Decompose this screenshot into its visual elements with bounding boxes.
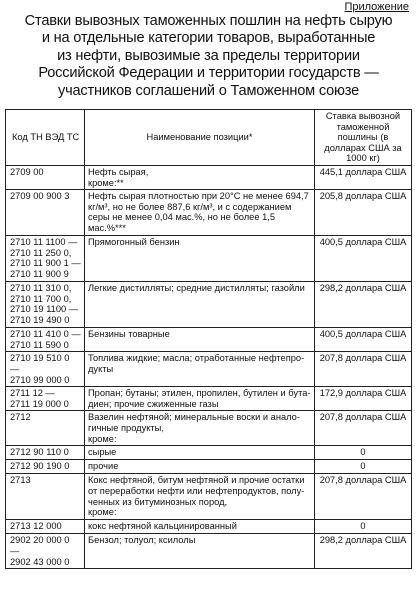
table-row bbox=[6, 520, 412, 534]
table-row bbox=[6, 411, 412, 446]
row-rate-cell: 0 bbox=[315, 446, 412, 460]
table-row bbox=[6, 460, 412, 474]
row-code-cell: 2902 20 000 0 — 2902 43 000 0 bbox=[6, 534, 85, 569]
row-rate-cell: 298,2 доллара США bbox=[315, 534, 412, 569]
title-line: и на отдельные категории товаров, выработанные bbox=[41, 30, 376, 47]
table-row bbox=[6, 534, 412, 569]
row-name-cell: Нефть сырая, кроме:** bbox=[85, 165, 315, 189]
table-row bbox=[6, 236, 412, 282]
row-rate-cell: 0 bbox=[315, 460, 412, 474]
row-name-cell: Бензины товарные bbox=[85, 328, 315, 352]
row-code-cell: 2712 bbox=[6, 411, 85, 446]
row-rate-cell: 0 bbox=[315, 520, 412, 534]
header-rate: Ставка вывозной таможенной пошлины (в долларах США за 1000 кг) bbox=[315, 110, 412, 166]
row-name-cell: Нефть сырая плотностью при 20°С не менее 694,7 кг/м³, но не более 887,6 кг/м³, и с содержанием серы не менее 0,04 мас.%, но не более 1,5 мас.%*** bbox=[85, 190, 315, 236]
row-rate-cell: 172,9 доллара США bbox=[315, 387, 412, 411]
row-name-cell: прочие bbox=[85, 460, 315, 474]
table-row bbox=[6, 165, 412, 189]
row-rate-cell: 207,8 доллара США bbox=[315, 352, 412, 387]
row-code-cell: 2712 90 190 0 bbox=[6, 460, 85, 474]
table-row bbox=[6, 352, 412, 387]
row-name-cell: Топлива жидкие; масла; отработанные нефтепро- дукты bbox=[85, 352, 315, 387]
row-code-cell: 2713 bbox=[6, 474, 85, 520]
duty-rates-table bbox=[5, 109, 412, 569]
row-name-cell: сырые bbox=[85, 446, 315, 460]
row-code-cell: 2710 11 410 0 — 2710 11 590 0 bbox=[6, 328, 85, 352]
row-code-cell: 2709 00 bbox=[6, 165, 85, 189]
table-row bbox=[6, 474, 412, 520]
row-rate-cell: 298,2 доллара США bbox=[315, 282, 412, 328]
row-name-cell: кокс нефтяной кальцинированный bbox=[85, 520, 315, 534]
row-name-cell: Бензол; толуол; ксилолы bbox=[85, 534, 315, 569]
row-code-cell: 2713 12 000 bbox=[6, 520, 85, 534]
row-code-cell: 2710 19 510 0 — 2710 99 000 0 bbox=[6, 352, 85, 387]
table-header-row bbox=[6, 110, 412, 166]
table-row bbox=[6, 446, 412, 460]
appendix-label: Приложение bbox=[344, 1, 409, 13]
row-name-cell: Кокс нефтяной, битум нефтяной и прочие остатки от переработки нефти или нефтепродуктов, полу- ченных из битуминозных пород, кроме: bbox=[85, 474, 315, 520]
row-name-cell: Вазелин нефтяной; минеральные воски и анало- гичные продукты, кроме: bbox=[85, 411, 315, 446]
header-code: Код ТН ВЭД ТС bbox=[6, 110, 85, 166]
row-rate-cell: 400,5 доллара США bbox=[315, 236, 412, 282]
row-rate-cell: 400,5 доллара США bbox=[315, 328, 412, 352]
row-rate-cell: 207,8 доллара США bbox=[315, 474, 412, 520]
document-title bbox=[0, 13, 417, 100]
table-row bbox=[6, 190, 412, 236]
row-name-cell: Легкие дистилляты; средние дистилляты; газойли bbox=[85, 282, 315, 328]
header-name: Наименование позиции* bbox=[85, 110, 315, 166]
row-name-cell: Прямогонный бензин bbox=[85, 236, 315, 282]
title-line: Ставки вывозных таможенных пошлин на нефть сырую bbox=[24, 13, 393, 29]
row-code-cell: 2709 00 900 3 bbox=[6, 190, 85, 236]
title-line: Российской Федерации и территории государств — bbox=[38, 65, 379, 82]
row-rate-cell: 445,1 доллара США bbox=[315, 165, 412, 189]
row-code-cell: 2710 11 310 0, 2710 11 700 0, 2710 19 1100 — 2710 19 490 0 bbox=[6, 282, 85, 328]
title-line: из нефти, вывозимые за пределы территории bbox=[57, 47, 360, 64]
row-code-cell: 2711 12 — 2711 19 000 0 bbox=[6, 387, 85, 411]
row-name-cell: Пропан; бутаны; этилен, пропилен, бутилен и бута- диен; прочие сжиженные газы bbox=[85, 387, 315, 411]
row-code-cell: 2712 90 110 0 bbox=[6, 446, 85, 460]
table-row bbox=[6, 328, 412, 352]
row-code-cell: 2710 11 1100 — 2710 11 250 0, 2710 11 900 1 — 2710 11 900 9 bbox=[6, 236, 85, 282]
row-rate-cell: 207,8 доллара США bbox=[315, 411, 412, 446]
table-row bbox=[6, 387, 412, 411]
table-row bbox=[6, 282, 412, 328]
title-line: участников соглашений о Таможенном союзе bbox=[57, 82, 360, 99]
row-rate-cell: 205,8 доллара США bbox=[315, 190, 412, 236]
table-body bbox=[6, 165, 412, 568]
